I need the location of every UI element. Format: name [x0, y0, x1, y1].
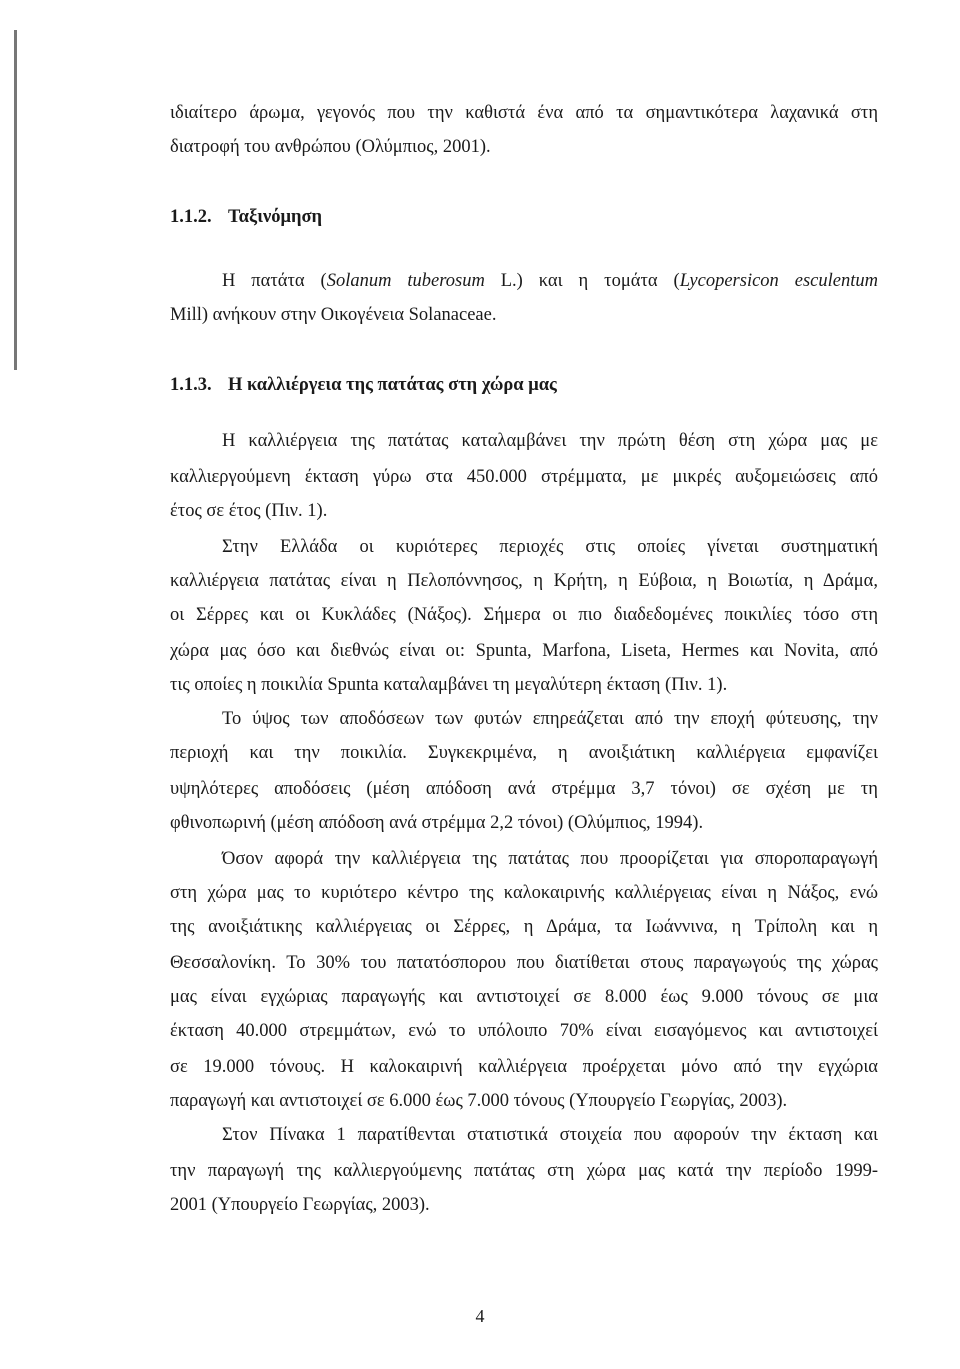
text-line: χώρα μας όσο και διεθνώς είναι οι: Spunta, Marfona, Liseta, Hermes και Novita, από — [170, 641, 878, 661]
text-line: έτος σε έτος (Πιν. 1). — [170, 501, 328, 521]
species-name: Lycopersicon esculentum — [679, 271, 878, 291]
text-line — [170, 264, 878, 298]
text-line: την παραγωγή της καλλιεργούμενης πατάτας στη χώρα μας κατά την περίοδο 1999- — [170, 1161, 878, 1181]
text-line: υψηλότερες αποδόσεις (μέση απόδοση ανά στρέμμα 3,7 τόνοι) σε σχέση με τη — [170, 779, 878, 799]
text-line: φθινοπωρινή (μέση απόδοση ανά στρέμμα 2,2 τόνοι) (Ολύμπιος, 1994). — [170, 813, 704, 833]
text-line: έκταση 40.000 στρεμμάτων, ενώ το υπόλοιπο 70% είναι εισαγόμενος και αντιστοιχεί — [170, 1021, 878, 1041]
text-line: 2001 (Υπουργείο Γεωργίας, 2003). — [170, 1195, 430, 1215]
text-line: της ανοιξιάτικης καλλιέργειας οι Σέρρες, η Δράμα, τα Ιωάννινα, η Τρίπολη και η — [170, 917, 878, 937]
section-title: Ταξινόμηση — [228, 207, 323, 227]
species-name: Solanum tuberosum — [326, 271, 485, 291]
text-line: στη χώρα μας το κυριότερο κέντρο της καλοκαιρινής καλλιέργειας είναι η Νάξος, ενώ — [170, 883, 878, 903]
page-number: 4 — [475, 1306, 485, 1326]
text-line: Το ύψος των αποδόσεων των φυτών επηρεάζεται από την εποχή φύτευσης, την — [222, 709, 878, 729]
section-heading-1-1-2 — [170, 200, 878, 234]
text-line: μας είναι εγχώριας παραγωγής και αντιστοιχεί σε 8.000 έως 9.000 τόνους σε μια — [170, 987, 878, 1007]
text-line: καλλιεργούμενη έκταση γύρω στα 450.000 στρέμματα, με μικρές αυξομειώσεις από — [170, 467, 878, 487]
text-line: παραγωγή και αντιστοιχεί σε 6.000 έως 7.000 τόνους (Υπουργείο Γεωργίας, 2003). — [170, 1091, 788, 1111]
section-heading-1-1-3 — [170, 368, 878, 402]
text-line: Θεσσαλονίκη. Το 30% του πατατόσπορου που διατίθεται στους παραγωγούς της χώρας — [170, 953, 878, 973]
text-line: διατροφή του ανθρώπου (Ολύμπιος, 2001). — [170, 137, 491, 157]
text-line: Mill) ανήκουν στην Οικογένεια Solanaceae. — [170, 305, 497, 325]
scan-edge-mark — [14, 30, 17, 370]
text-line: ιδιαίτερο άρωμα, γεγονός που την καθιστά ένα από τα σημαντικότερα λαχανικά στη — [170, 103, 878, 123]
text-line: Στην Ελλάδα οι κυριότερες περιοχές στις οποίες γίνεται συστηματική — [222, 537, 878, 557]
text-line: καλλιέργεια πατάτας είναι η Πελοπόννησος, η Κρήτη, η Εύβοια, η Βοιωτία, η Δράμα, — [170, 571, 878, 591]
text-run: L.) και η τομάτα ( — [484, 271, 680, 291]
section-number: 1.1.2. — [170, 207, 212, 227]
text-line: Η καλλιέργεια της πατάτας καταλαμβάνει την πρώτη θέση στη χώρα μας με — [222, 431, 878, 451]
text-line: περιοχή και την ποικιλία. Συγκεκριμένα, η ανοιξιάτικη καλλιέργεια εμφανίζει — [170, 743, 878, 763]
section-title: Η καλλιέργεια της πατάτας στη χώρα μας — [228, 375, 557, 395]
section-number: 1.1.3. — [170, 375, 212, 395]
text-line: σε 19.000 τόνους. Η καλοκαιρινή καλλιέργεια προέρχεται μόνο από την εγχώρια — [170, 1057, 878, 1077]
text-line: τις οποίες η ποικιλία Spunta καταλαμβάνει τη μεγαλύτερη έκταση (Πιν. 1). — [170, 675, 728, 695]
text-line: οι Σέρρες και οι Κυκλάδες (Νάξος). Σήμερα οι πιο διαδεδομένες ποικιλίες τόσο στη — [170, 605, 878, 625]
text-line: Στον Πίνακα 1 παρατίθενται στατιστικά στοιχεία που αφορούν την έκταση και — [222, 1125, 878, 1145]
text-line: Όσον αφορά την καλλιέργεια της πατάτας που προορίζεται για σποροπαραγωγή — [222, 849, 878, 869]
text-run: Η πατάτα ( — [222, 271, 327, 291]
